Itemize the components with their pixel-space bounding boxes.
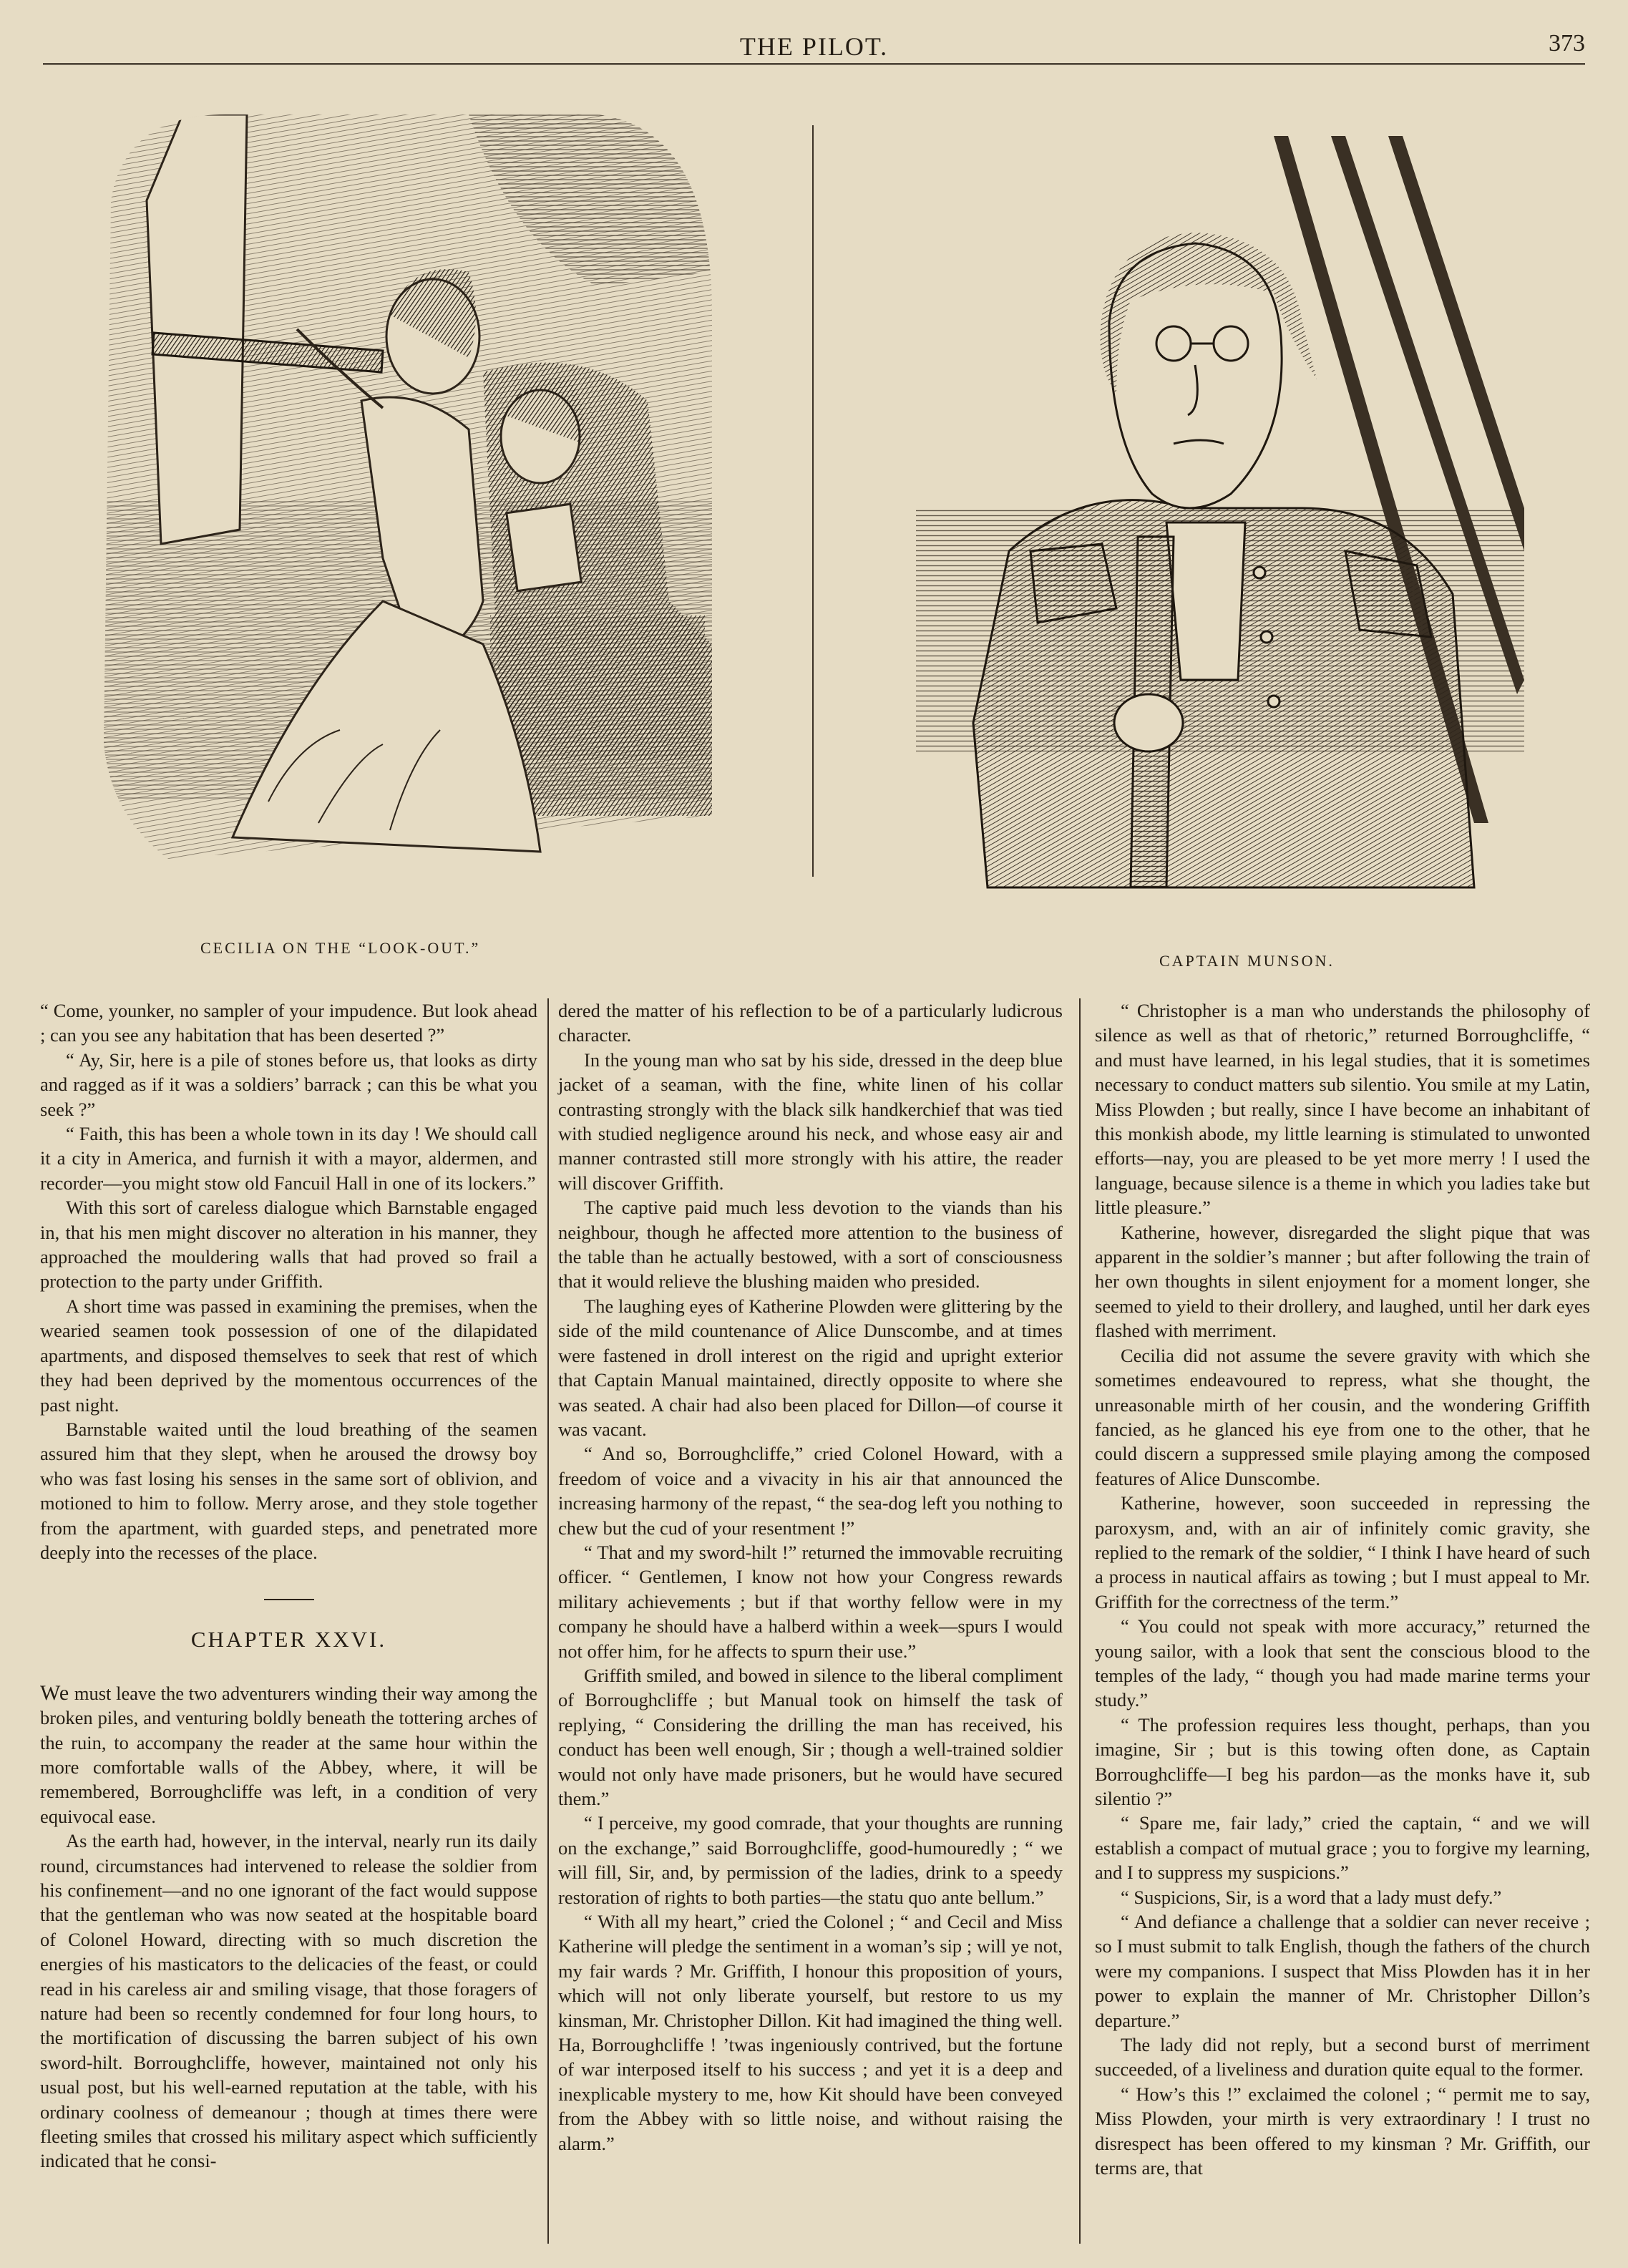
paragraph: “ Christopher is a man who understands the philosophy of silence as well as that of rhetoric,” returned Borroughcliffe, “ and must have learned, in his legal studies, that it is sometimes necessary to conduct matters sub silentio. You smile at my Latin, Miss Plowden ; but really, since I have become an inhabitant of this monkish abode, my little learning is stimulated to unwonted efforts—nay, you are pleased to be yet more merry ! I used the language, because silence is a theme in which you ladies take but little pleasure.”	[1095, 1000, 1590, 1219]
paragraph: The laughing eyes of Katherine Plowden were glittering by the side of the mild countenance of Alice Dunscombe, and at times were fastened in droll interest on the rigid and upright exterior that Captain Manual maintained, directly opposite to where she was seated. A chair had also been placed for Dillon—of course it was vacant.	[558, 1295, 1063, 1440]
paragraph: “ And defiance a challenge that a soldier can never receive ; so I must submit to talk English, though the fathers of the church were my companions. I suspect that Miss Plowden has it in her power to explain the manner of Mr. Christopher Dillon’s departure.”	[1095, 1911, 1590, 2031]
paragraph: “ You could not speak with more accuracy,” returned the young sailor, with a look that sent the conscious blood to the temples of the lady, “ though you had made marine terms your study.”	[1095, 1615, 1590, 1711]
paragraph: “ Suspicions, Sir, is a word that a lady must defy.”	[1121, 1886, 1502, 1908]
paragraph: The lady did not reply, but a second burst of merriment succeeded, of a liveliness and duration quite equal to the former.	[1095, 2034, 1590, 2080]
paragraph: “ The profession requires less thought, perhaps, than you imagine, Sir ; but is this towing often done, as Captain Borroughcliffe—I beg his pardon—as the monks have it, sub silentio ?”	[1095, 1713, 1590, 1809]
text-column-1	[40, 998, 537, 2174]
paragraph: Cecilia did not assume the severe gravity with which she sometimes endeavoured to repress, what she thought, the unreasonable mirth of her cousin, and the wondering Griffith fancied, as he glanced his eye from one to the other, that he could discern a suppressed smile playing among the composed features of Alice Dunscombe.	[1095, 1344, 1590, 1489]
paragraph: “ How’s this !” exclaimed the colonel ; “ permit me to say, Miss Plowden, your mirth is very extraordinary ! I trust no disrespect has been offered to my kinsman ? Mr. Griffith, our terms are, that	[1095, 2083, 1590, 2179]
paragraph: A short time was passed in examining the premises, when the wearied seamen took possession of one of the dilapidated apartments, and disposed themselves to seek that rest of which they had been deprived by the momentous occurrences of the past night.	[40, 1295, 537, 1416]
paragraph: In the young man who sat by his side, dressed in the deep blue jacket of a seaman, with the fine, white linen of his collar contrasting strongly with the black silk handkerchief that was tied with studied negligence around his neck, and whose easy air and manner contrasted still more strongly with his attire, the reader will discover Griffith.	[558, 1048, 1063, 1194]
figure-divider	[812, 125, 814, 877]
paragraph: “ Come, younker, no sampler of your impudence. But look ahead ; can you see any habitation that has been deserted ?”	[40, 1000, 537, 1046]
column-rule	[1079, 998, 1081, 2244]
paragraph: “ Ay, Sir, here is a pile of stones before us, that looks as dirty and ragged as if it was a soldiers’ barrack ; can this be what you seek ?”	[40, 1048, 537, 1120]
paragraph: “ And so, Borroughcliffe,” cried Colonel Howard, with a freedom of voice and a vivacity in his air that announced the increasing harmony of the repast, “ the sea-dog left you nothing to chew but the cud of your resentment !”	[558, 1443, 1063, 1539]
engraving-captain-munson	[902, 107, 1531, 909]
dropcap: We	[40, 1680, 70, 1705]
paragraph: As the earth had, however, in the interval, nearly run its daily round, circumstances had intervened to release the soldier from his confinement—and no one ignorant of the fact would suppose that the gentleman who was now seated at the hospitable board of Colonel Howard, directing with so much discretion the energies of his masticators to the delicacies of the feast, or could read in his careless air and smiling visage, that those foragers of nature had been so recently condemned for four long hours, to the mortification of discussing the barren subject of his own sword-hilt. Borroughcliffe, however, maintained not only his usual post, but his well-earned reputation at the table, with his ordinary coolness of demeanour ; though at times there were fleeting smiles that crossed his military aspect which sufficiently indicated that he consi-	[40, 1830, 537, 2172]
paragraph: “ That and my sword-hilt !” returned the immovable recruiting officer. “ Gentlemen, I know not how your Congress rewards military achievements ; but if that worthy fellow were in my company he should have a halberd within a week—spurs I would not offer him, for he affects to spurn their use.”	[558, 1541, 1063, 1662]
paragraph: Katherine, however, soon succeeded in repressing the paroxysm, and, with an air of infinitely comic gravity, she replied to the remark of the soldier, “ I think I have heard of such a process in nautical affairs as towing ; but I must appeal to Mr. Griffith for the correctness of the term.”	[1095, 1492, 1590, 1612]
column-rule	[547, 998, 549, 2244]
paragraph: Katherine, however, disregarded the slight pique that was apparent in the soldier’s manner ; but after following the train of her own thoughts in silent enjoyment for a moment longer, she seemed to yield to their drollery, and laughed, until her dark eyes flashed with merriment.	[1095, 1221, 1590, 1342]
figure-caption-left: CECILIA ON THE “LOOK-OUT.”	[200, 939, 481, 957]
paragraph: “ With all my heart,” cried the Colonel ; “ and Cecil and Miss Katherine will pledge the sentiment in a woman’s sip ; will ye not, my fair wards ? Mr. Griffith, I honour this proposition of yours, which will not only liberate yourself, but restore to us my kinsman, Mr. Christopher Dillon. Kit had imagined the thing well. Ha, Borroughcliffe ! ’twas ingeniously contrived, but the fortune of war interposed itself to his success ; and yet it is a deep and inexplicable mystery to me, how Kit should have been conveyed from the Abbey with so little noise, and without raising the alarm.”	[558, 1911, 1063, 2154]
figure-caption-right: CAPTAIN MUNSON.	[1159, 952, 1335, 970]
running-head	[43, 27, 1585, 65]
paragraph: With this sort of careless dialogue which Barnstable engaged in, that his men might discover no alteration in his manner, they approached the mouldering walls that had proved so frail a protection to the party under Griffith.	[40, 1197, 537, 1293]
text-column-3	[1095, 998, 1590, 2181]
paragraph: Griffith smiled, and bowed in silence to the liberal compliment of Borroughcliffe ; but Manual took on himself the task of replying, “ Considering the drilling the man has received, his conduct has been well enough, Sir ; though a well-trained soldier would not only have made prisoners, but he would have secured them.”	[558, 1664, 1063, 1809]
paragraph: dered the matter of his reflection to be of a particularly ludicrous character.	[558, 1000, 1063, 1046]
paragraph: The captive paid much less devotion to the viands than his neighbour, though he affected more attention to the business of the table than he actually bestowed, with a sort of consciousness that it would relieve the blushing maiden who presided.	[558, 1197, 1063, 1293]
paragraph: “ Spare me, fair lady,” cried the captain, “ and we will establish a compact of mutual grace ; you to forgive my learning, and I to suppress my suspicions.”	[1095, 1812, 1590, 1884]
chapter-opening-paragraph	[40, 1681, 537, 1829]
text-column-2	[558, 998, 1063, 2156]
paragraph-text: must leave the two adventurers winding their way among the broken piles, and venturing boldly beneath the tottering arches of the ruin, to accompany the reader at the same hour within the more comfortable walls of the Abbey, where, it will be remembered, Borroughcliffe was left, in a condition of very equivocal ease.	[40, 1682, 537, 1827]
paragraph: “ Faith, this has been a whole town in its day ! We should call it a city in America, and furnish it with a mayor, aldermen, and recorder—you might stow old Fancuil Hall in one of its lockers.”	[40, 1123, 537, 1194]
running-title: THE PILOT.	[739, 32, 889, 61]
paragraph: “ I perceive, my good comrade, that your thoughts are running on the exchange,” said Borroughcliffe, good-humouredly ; “ we will fill, Sir, and, by permission of the ladies, drink to a speedy restoration of rights to both parties—the statu quo ante bellum.”	[558, 1812, 1063, 1908]
engraving-cecilia-look-out	[82, 100, 726, 923]
page-number: 373	[1549, 30, 1585, 57]
section-divider	[264, 1599, 314, 1600]
engraving-naval-officer-portrait-icon	[902, 107, 1531, 909]
chapter-heading: CHAPTER XXVI.	[190, 1627, 387, 1653]
engraving-two-women-telescope-icon	[82, 100, 726, 923]
paragraph: Barnstable waited until the loud breathing of the seamen assured him that they slept, when he aroused the drowsy boy who was fast losing his senses in the same sort of oblivion, and motioned to him to follow. Merry arose, and they stole together from the apartment, with guarded steps, and penetrated more deeply into the recesses of the place.	[40, 1418, 537, 1563]
